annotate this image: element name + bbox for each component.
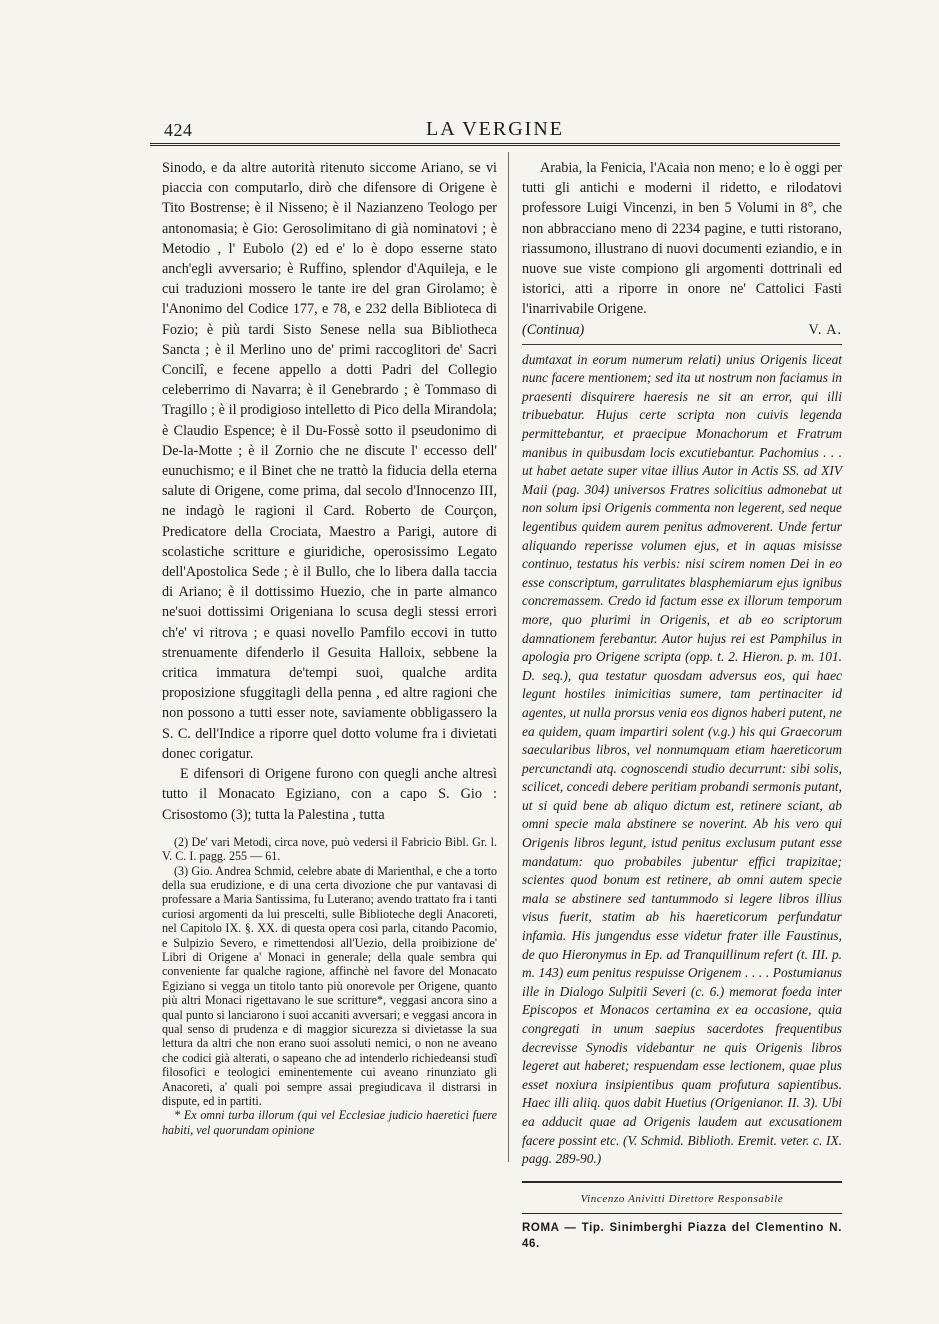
footnote: (3) Gio. Andrea Schmid, celebre abate di Marienthal, e che a torto della sua erudizione, e di una certa divozione che pur vantavasi di professare a Maria Santissima, fu Luterano; avendo trattato fra i tanti curiosi argomenti da lui prescelti, sulle Biblioteche degli Anacoreti, nel Capitolo IX. §. XX. di questa opera così parla, citando Pacomio, e Sulpizio Severo, e rimettendosi all'Uezio, della proibizione de' Libri di Origene a' Monaci in generale; della quale sembra qui conveniente far qualche ragione, affinchè nel favore del Monacato Egiziano si vegga un titolo tanto più onorevole per Origene, quanto più altri Monaci rigettavano le sue scritture*, veggasi ancora sino a qual punto si lanciarono i suoi accaniti avversari; e veggasi ancora in qual senso di prudenza e di maggior sicurezza si divietasse la sua lettura da altri che non erano suoi assoluti nemici, o non ne aveano che codici già alterati, o sapeano che ad intenderlo richiedeansi studî filosofici e teologici eminentemente cui aveano rinunziato gli Anacoreti, a' quali poi sempre assai pregiudicava il distrarsi in dispute, ed in partiti. — [162, 863, 497, 1109]
footer-rule — [522, 1181, 842, 1183]
right-column — [522, 158, 842, 1252]
body-paragraph: Sinodo, e da altre autorità ritenuto siccome Ariano, se vi piaccia con computarlo, dirò che difensore di Origene è Tito Bostrense; è il Nisseno; è il Nazianzeno Teologo per antonomasia; è Gio: Gerosolimitano di già nominatovi ; è Metodio , l' Eubolo (2) ed e' lo è dopo esserne stato anch'egli avversario; è Ruffino, splendor d'Aquileja, e le cui traduzioni mossero le tante ire del gran Girolamo; è l'Anonimo del Codice 177, e 78, e 232 della Biblioteca di Fozio; è più tardi Sisto Senese nella sua Bibliotheca Sancta ; è il Merlino uno de' primi raccoglitori de' Sacri Concilî, e fecene appello a dotti Padri del Collegio celeberrimo di Navarra; è il Genebrardo ; è Tommaso di Tragillo ; è il prodigioso intelletto di Pico della Mirandola; è Claudio Espence; è il Du-Fossè sotto il pseudonimo di De-la-Motte ; è il Zornio che ne discute l' eccesso dell' eunuchismo; e il Binet che ne trattò la fiducia della eterna salute di Origene, come prima, dal secolo d'Innocenzo III, ne indagò le ragioni il Card. Roberto de Courçon, Predicatore della Crociata, Maestro a Parigi, autore di scolastiche scritture e giuridiche, operosissimo Legato dell'Apostolica Sede ; è il Bullo, che lo libera dalla taccia di Ariano; è il dottissimo Huezio, che in parte almanco ne'suoi dottissimi Origeniana lo scusa degli stessi errori ch'e' vi ritrova ; e quasi novello Pamfilo eccovi in tutto strenuamente difenderlo il Gesuita Halloix, sebbene la critica immatura de'tempi suoi, qualche ardita proposizione sfuggitagli della penna , ed altre ragioni che non possono a tutti esser note, saviamente obbligassero la S. C. dell'Indice a riporre quel dotto volume fra i divietati donec corigatur. — [162, 160, 497, 762]
latin-footnote: dumtaxat in eorum numerum relati) unius Origenis liceat nunc facere mentionem; sed ita ut nostrum non faciamus in praesenti disquirere haeresis ne sit an error, qui illi tribuebatur. Hujus certe scripta non cuivis legenda permittebantur, et praecipue Monachorum et Fratrum manibus in quibusdam locis excutiebantur. Pachomius . . . ut habet aetate super vitae illius Autor in Actis SS. ad XIV Maii (pag. 304) universos Fratres solicitius admonebat ut non solum ipsi Origenis commenta non legerent, sed neque legentibus quidem aurem penitus admoverent. Unde fertur aliquando reperisse volumen ejus, et in aquas misisse continuo, testatus his verbis: nisi scirem nomen Dei in eo esse conscriptum, garrulitates blasphemiarum ejus ignibus concremassem. Credo id factum esse ex illorum temporum more, quo plurimi in Origenis, et ab eo scriptorum damnationem ferebantur. Autor hujus rei est Pamphilus in apologia pro Origene scripta (opp. t. 2. Hieron. p. m. 101. D. seq.), qua testatur quosdam adversus eos, qui haec legunt hostiles inimicitias sumere, tam pertinaciter id agentes, ut nulla prorsus venia eos dignos haberi putent, ne ea quidem, quam impartiri solent (v.g.) his qui Graecorum saecularibus libros, vel nonnumquam etiam haereticorum percunctandi atq. cognoscendi studio decurrunt: sibi solis, scilicet, concedi debere peritiam probandi sermonis putant, ut si quid bene ab aliquo dictum est, retinere sciant, ab omni specie mala abstinere se noverint. Ab his vero qui Origenis libros legunt, istud penitus exclusum putant esse mandatum: quo probabiles jubentur effici trapizitae; scientes quod bonum est retinere, ab omni autem specie mala se abstinere sed tantummodo si legere libros illius visus fuerit, statim ab his haereticorum perfundatur infamia. His jungendus esse videtur frater ille Faustinus, de quo Hieronymus in Ep. ad Tranquillinum refert (t. III. p. m. 143) eum penitus respuisse Origenem . . . . Postumianus ille in Dialogo Sulpitii Severi (c. 6.) memorat foeda inter Episcopos et Monacos certamina ex ea occasione, quia congregati in unum saepius sacerdotes frequentibus decrevisse Synodis videbantur ne quis Origenis libros legeret aut haberet; respuendam esse lectionem, quae plus esset noxiura insipientibus quam profutura sapientibus. Haec illi aliiq. quos dabit Huetius (Origenianor. II. 3). Ubi ea adducit quae ad Origenis laudem aut excusationem facere possint etc. (V. Schmid. Biblioth. Eremit. veter. c. IX. pagg. 289-90.) — [522, 351, 842, 1167]
responsible-editor: Vincenzo Anivitti Direttore Responsabile — [580, 1192, 784, 1205]
footnote: (2) De' vari Metodi, circa nove, può vedersi il Fabricio Bibl. Gr. l. V. C. I. pagg. 255 — 61. — [162, 834, 497, 864]
running-title: LA VERGINE — [426, 118, 564, 140]
body-paragraph: E difensori di Origene furono con quegli anche altresì tutto il Monacato Egiziano, con a capo S. Gio : Crisostomo (3); tutta la Palestina , tutta — [162, 766, 497, 823]
printer-imprint: ROMA — Tip. Sinimberghi Piazza del Clementino N. 46. — [522, 1221, 842, 1250]
body-paragraph: Arabia, la Fenicia, l'Acaia non meno; e lo è oggi per tutti gli antichi e moderni il ridetto, e rilodatovi professore Luigi Vincenzi, in ben 5 Volumi in 8°, che non abbracciano meno di 2234 pagine, e tutti ristorano, riassumono, illustrano di nuovi documenti eziandio, e in nuove sue viste compiono gli argomenti dottrinali ed istorici, atti a riporre in onore ne' Cattolici Fasti l'inarrivabile Origene. — [522, 160, 842, 318]
footnote: * Ex omni turba illorum (qui vel Ecclesiae judicio haeretici fuere habiti, vel quorundam opinione — [162, 1108, 497, 1137]
continua-note: (Continua) — [522, 321, 585, 338]
author-signature: V. A. — [808, 321, 842, 338]
continua-line — [522, 320, 842, 340]
page-number: 424 — [164, 120, 193, 140]
header-rule — [150, 143, 840, 146]
section-rule — [522, 344, 842, 345]
column-divider — [508, 152, 509, 1162]
left-column — [162, 158, 497, 1137]
page-header — [150, 118, 840, 142]
footer-rule — [522, 1213, 842, 1214]
